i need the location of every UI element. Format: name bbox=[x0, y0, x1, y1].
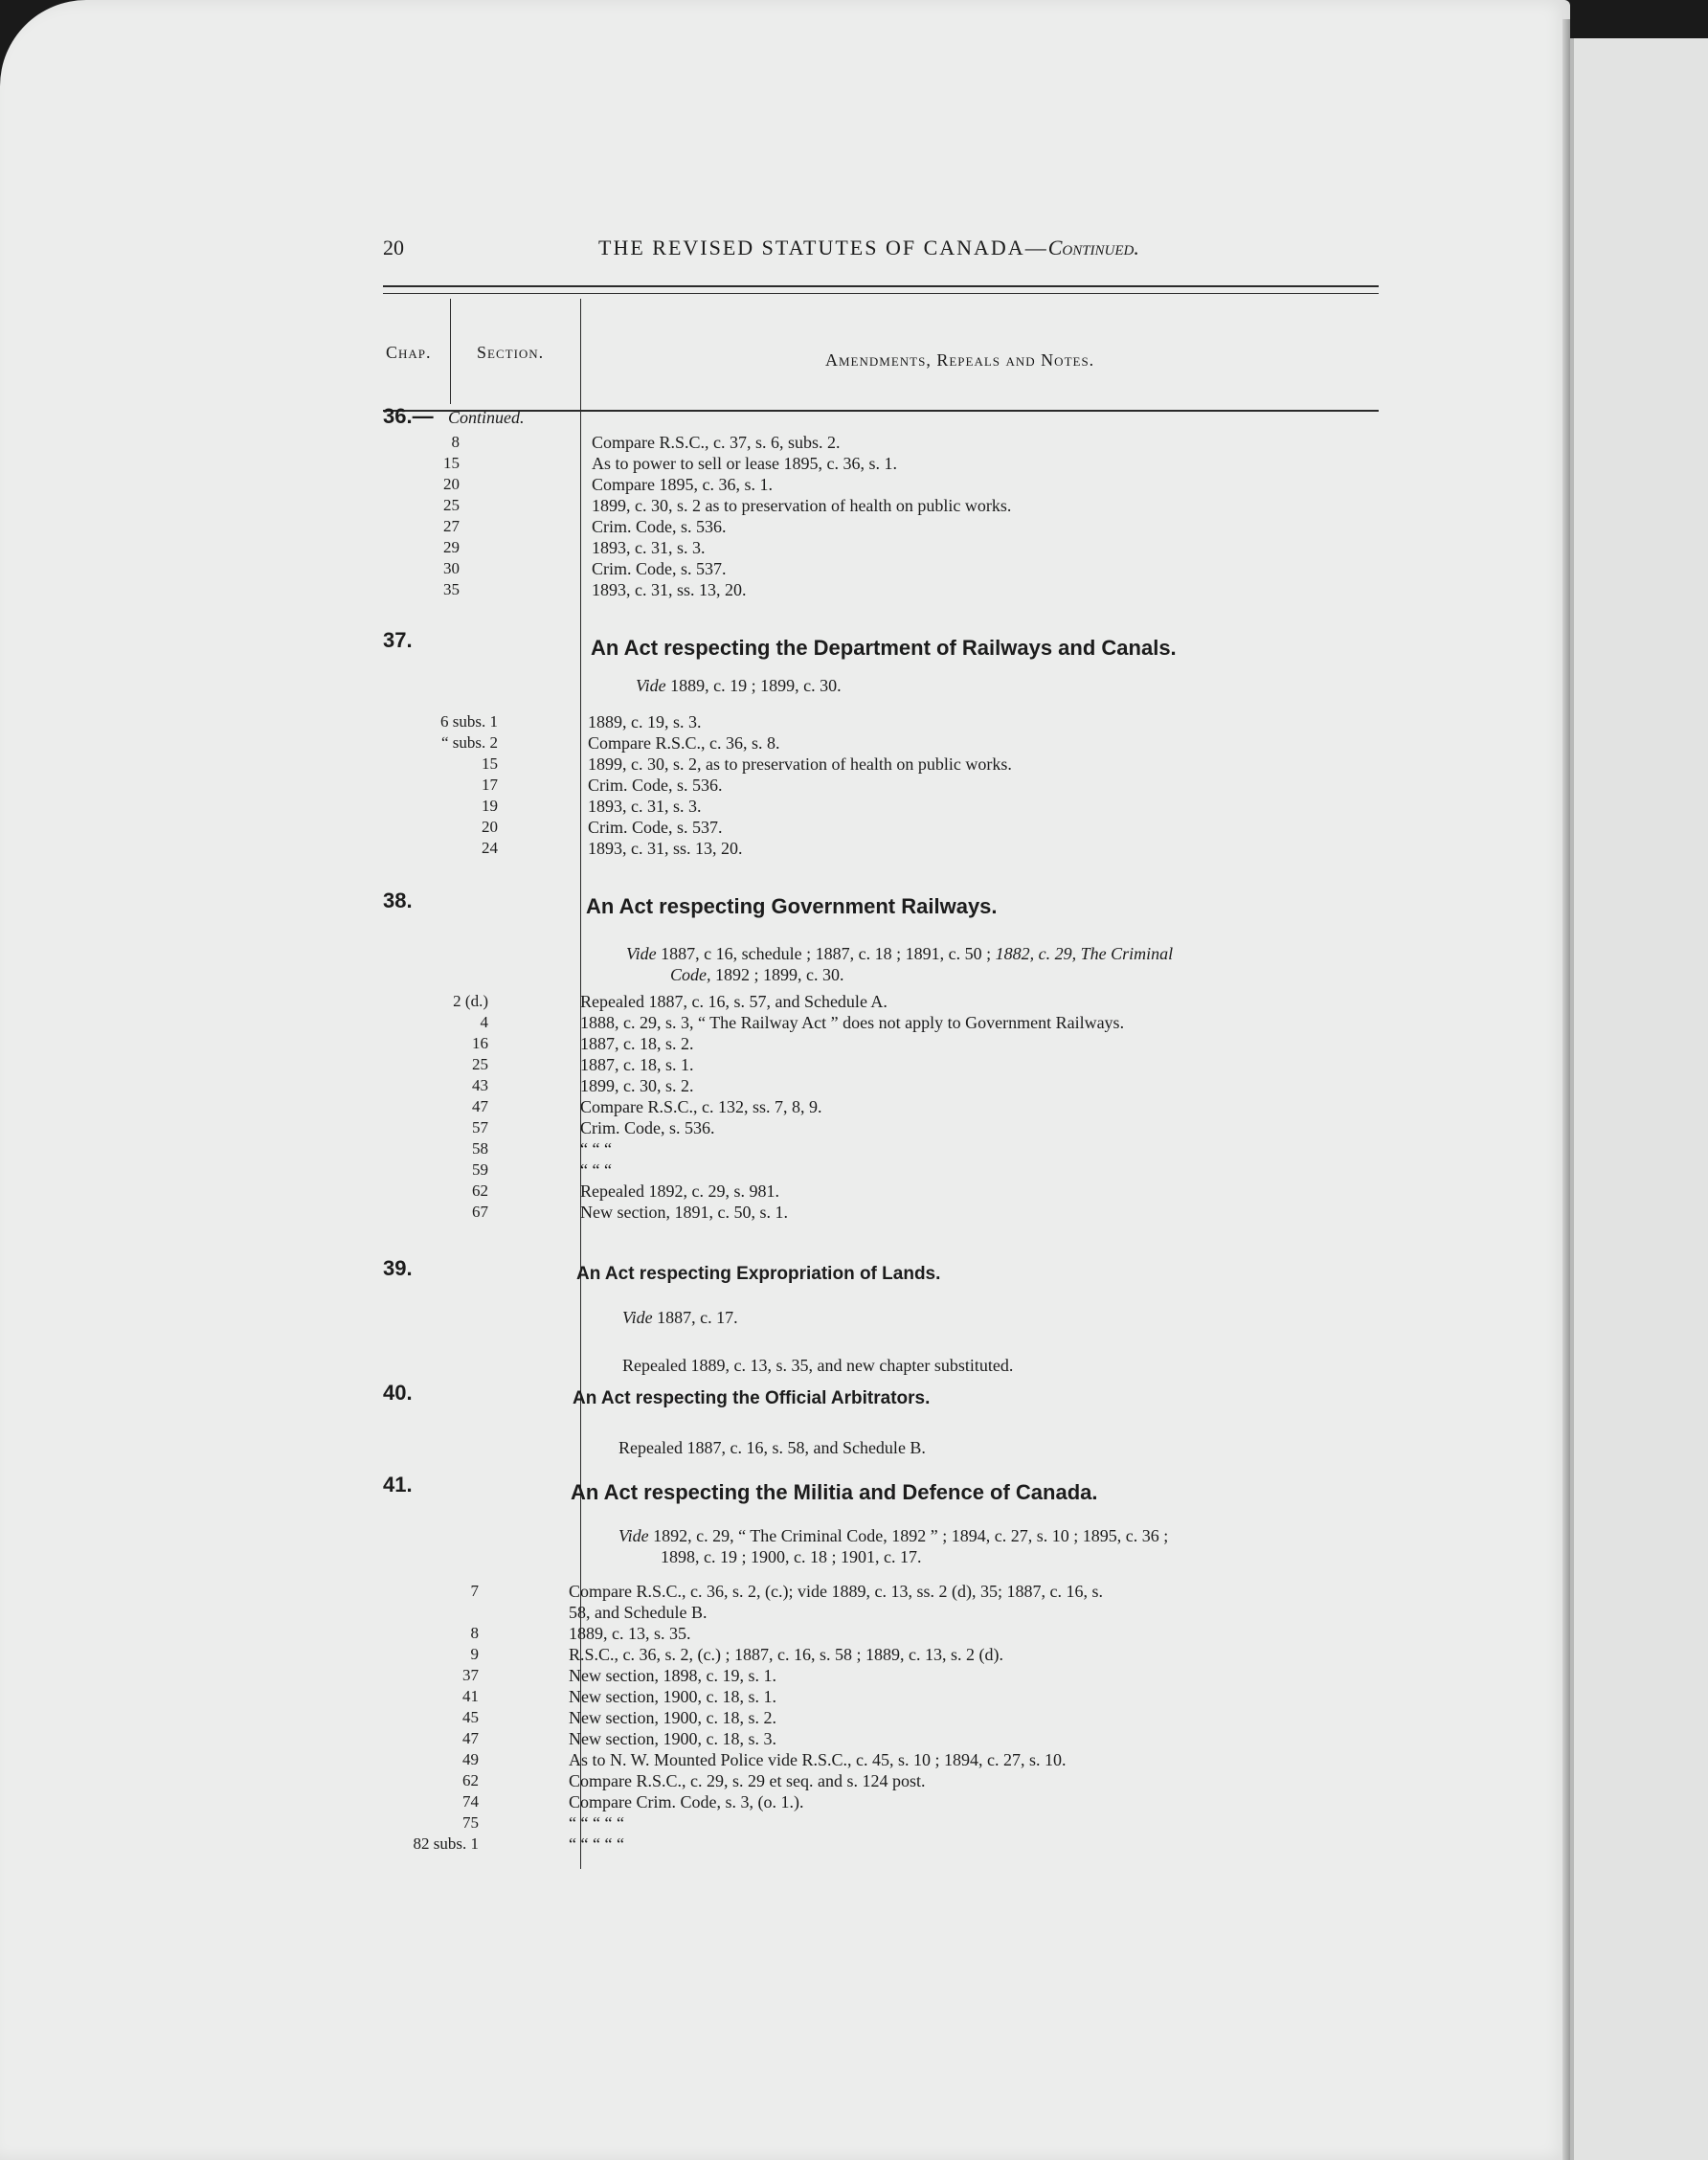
adjacent-page-strip bbox=[1570, 38, 1708, 2160]
section-number: 67 bbox=[472, 1203, 488, 1221]
amendment-note: “ “ “ “ “ bbox=[569, 1834, 624, 1854]
chapter-39-vide: Vide 1887, c. 17. bbox=[622, 1308, 738, 1327]
running-title: THE REVISED STATUTES OF CANADA—Continued. bbox=[598, 236, 1139, 259]
amendment-note: Compare R.S.C., c. 36, s. 2, (c.); vide 1889, c. 13, ss. 2 (d), 35; 1887, c. 16, s. bbox=[569, 1582, 1103, 1601]
amendment-note: New section, 1900, c. 18, s. 3. bbox=[569, 1729, 776, 1748]
chapter-37-vide: Vide 1889, c. 19 ; 1899, c. 30. bbox=[636, 676, 842, 695]
section-number: 4 bbox=[480, 1013, 488, 1031]
chapter-40-note: Repealed 1887, c. 16, s. 58, and Schedule B. bbox=[618, 1438, 926, 1457]
amendment-note: New section, 1898, c. 19, s. 1. bbox=[569, 1666, 776, 1685]
column-header-chap: Chap. bbox=[386, 343, 432, 362]
amendment-note: As to power to sell or lease 1895, c. 36, s. 1. bbox=[592, 454, 897, 473]
section-number: 29 bbox=[443, 538, 460, 556]
amendment-note: Crim. Code, s. 536. bbox=[588, 776, 723, 795]
amendment-note: Crim. Code, s. 536. bbox=[580, 1118, 715, 1137]
amendment-note: 1893, c. 31, s. 3. bbox=[588, 797, 702, 816]
amendment-note: 1899, c. 30, s. 2 as to preservation of health on public works. bbox=[592, 496, 1012, 515]
chapter-38-title: An Act respecting Government Railways. bbox=[586, 894, 998, 918]
chapter-41-vide-line1: Vide 1892, c. 29, “ The Criminal Code, 1892 ” ; 1894, c. 27, s. 10 ; 1895, c. 36 ; bbox=[618, 1526, 1169, 1545]
section-number: 27 bbox=[443, 517, 460, 535]
section-number: 7 bbox=[470, 1582, 479, 1600]
section-number: 8 bbox=[470, 1624, 479, 1642]
amendment-note: Compare Crim. Code, s. 3, (o. 1.). bbox=[569, 1792, 804, 1811]
section-number: 62 bbox=[462, 1771, 479, 1789]
page-number: 20 bbox=[383, 236, 404, 259]
chapter-37-title: An Act respecting the Department of Railways and Canals. bbox=[591, 636, 1177, 660]
section-number: 49 bbox=[462, 1750, 479, 1768]
continued-label: Continued. bbox=[448, 408, 525, 427]
section-number: 35 bbox=[443, 580, 460, 598]
section-number: 41 bbox=[462, 1687, 479, 1705]
amendment-note: “ “ “ “ “ bbox=[569, 1813, 624, 1833]
chapter-41-title: An Act respecting the Militia and Defence of Canada. bbox=[571, 1480, 1098, 1504]
section-number: 37 bbox=[462, 1666, 479, 1684]
section-number: 47 bbox=[472, 1097, 488, 1115]
amendment-note: 1887, c. 18, s. 1. bbox=[580, 1055, 694, 1074]
amendment-note: Compare R.S.C., c. 36, s. 8. bbox=[588, 733, 780, 753]
amendment-note: R.S.C., c. 36, s. 2, (c.) ; 1887, c. 16, s. 58 ; 1889, c. 13, s. 2 (d). bbox=[569, 1645, 1003, 1664]
chapter-39-title: An Act respecting Expropriation of Lands. bbox=[576, 1264, 941, 1284]
amendment-note: Crim. Code, s. 537. bbox=[592, 559, 727, 578]
amendment-note: 1888, c. 29, s. 3, “ The Railway Act ” does not apply to Government Railways. bbox=[580, 1013, 1125, 1032]
section-number: 47 bbox=[462, 1729, 479, 1747]
section-number: 25 bbox=[472, 1055, 488, 1073]
amendment-note: 58, and Schedule B. bbox=[569, 1603, 708, 1622]
chapter-38-vide-line1: Vide 1887, c 16, schedule ; 1887, c. 18 ; 1891, c. 50 ; 1882, c. 29, The Criminal bbox=[626, 944, 1174, 963]
chapter-label-36: 36.— bbox=[383, 404, 434, 428]
amendment-note: 1893, c. 31, s. 3. bbox=[592, 538, 706, 557]
section-number: 82 subs. 1 bbox=[413, 1834, 479, 1853]
section-number: 20 bbox=[443, 475, 460, 493]
section-number: 75 bbox=[462, 1813, 479, 1832]
amendment-note: Crim. Code, s. 537. bbox=[588, 818, 723, 837]
amendment-note: Compare R.S.C., c. 37, s. 6, subs. 2. bbox=[592, 433, 841, 452]
chapter-label-37: 37. bbox=[383, 628, 413, 652]
section-number: 9 bbox=[470, 1645, 479, 1663]
chapter-39-note: Repealed 1889, c. 13, s. 35, and new chapter substituted. bbox=[622, 1356, 1014, 1375]
amendment-note: New section, 1900, c. 18, s. 2. bbox=[569, 1708, 776, 1727]
amendment-note: Compare R.S.C., c. 29, s. 29 et seq. and s. 124 post. bbox=[569, 1771, 926, 1790]
chapter-label-41: 41. bbox=[383, 1473, 413, 1496]
chapter-label-40: 40. bbox=[383, 1381, 413, 1405]
section-number: 17 bbox=[482, 776, 498, 794]
column-header-notes: Amendments, Repeals and Notes. bbox=[825, 350, 1095, 370]
amendment-note: 1899, c. 30, s. 2. bbox=[580, 1076, 694, 1095]
amendment-note: “ “ “ bbox=[580, 1160, 612, 1180]
section-number: 2 (d.) bbox=[453, 992, 488, 1010]
running-title-continued: Continued. bbox=[1047, 236, 1139, 259]
amendment-note: Compare 1895, c. 36, s. 1. bbox=[592, 475, 773, 494]
chapter-label-38: 38. bbox=[383, 889, 413, 912]
section-number: “ subs. 2 bbox=[440, 733, 498, 752]
amendment-note: Crim. Code, s. 536. bbox=[592, 517, 727, 536]
section-number: 24 bbox=[482, 839, 498, 857]
amendment-note: New section, 1891, c. 50, s. 1. bbox=[580, 1203, 788, 1222]
section-number: 59 bbox=[472, 1160, 488, 1179]
amendment-note: Compare R.S.C., c. 132, ss. 7, 8, 9. bbox=[580, 1097, 822, 1116]
amendment-note: 1889, c. 13, s. 35. bbox=[569, 1624, 691, 1643]
section-number: 57 bbox=[472, 1118, 488, 1136]
amendment-note: 1889, c. 19, s. 3. bbox=[588, 712, 702, 731]
section-number: 15 bbox=[443, 454, 460, 472]
section-number: 20 bbox=[482, 818, 498, 836]
amendment-note: As to N. W. Mounted Police vide R.S.C., c. 45, s. 10 ; 1894, c. 27, s. 10. bbox=[569, 1750, 1067, 1769]
section-number: 30 bbox=[443, 559, 460, 577]
section-number: 16 bbox=[472, 1034, 488, 1052]
amendment-note: 1893, c. 31, ss. 13, 20. bbox=[588, 839, 743, 858]
section-number: 19 bbox=[482, 797, 498, 815]
chapter-label-39: 39. bbox=[383, 1256, 413, 1280]
section-number: 45 bbox=[462, 1708, 479, 1726]
section-number: 25 bbox=[443, 496, 460, 514]
chapter-41-vide-line2: 1898, c. 19 ; 1900, c. 18 ; 1901, c. 17. bbox=[661, 1547, 922, 1566]
section-number: 43 bbox=[472, 1076, 488, 1094]
section-number: 8 bbox=[451, 433, 460, 451]
column-header-section: Section. bbox=[477, 343, 545, 362]
amendment-note: 1887, c. 18, s. 2. bbox=[580, 1034, 694, 1053]
section-number: 74 bbox=[462, 1792, 479, 1811]
section-number: 62 bbox=[472, 1181, 488, 1200]
section-number: 15 bbox=[482, 754, 498, 773]
amendment-note: “ “ “ bbox=[580, 1139, 612, 1159]
section-number: 58 bbox=[472, 1139, 488, 1158]
section-number: 6 subs. 1 bbox=[440, 712, 498, 731]
chapter-40-title: An Act respecting the Official Arbitrators. bbox=[573, 1388, 931, 1408]
amendment-note: 1893, c. 31, ss. 13, 20. bbox=[592, 580, 747, 599]
amendment-note: New section, 1900, c. 18, s. 1. bbox=[569, 1687, 776, 1706]
amendment-note: Repealed 1887, c. 16, s. 57, and Schedule A. bbox=[580, 992, 888, 1011]
chapter-38-vide-line2: Code, 1892 ; 1899, c. 30. bbox=[670, 965, 844, 984]
amendment-note: Repealed 1892, c. 29, s. 981. bbox=[580, 1181, 779, 1201]
amendment-note: 1899, c. 30, s. 2, as to preservation of health on public works. bbox=[588, 754, 1012, 774]
